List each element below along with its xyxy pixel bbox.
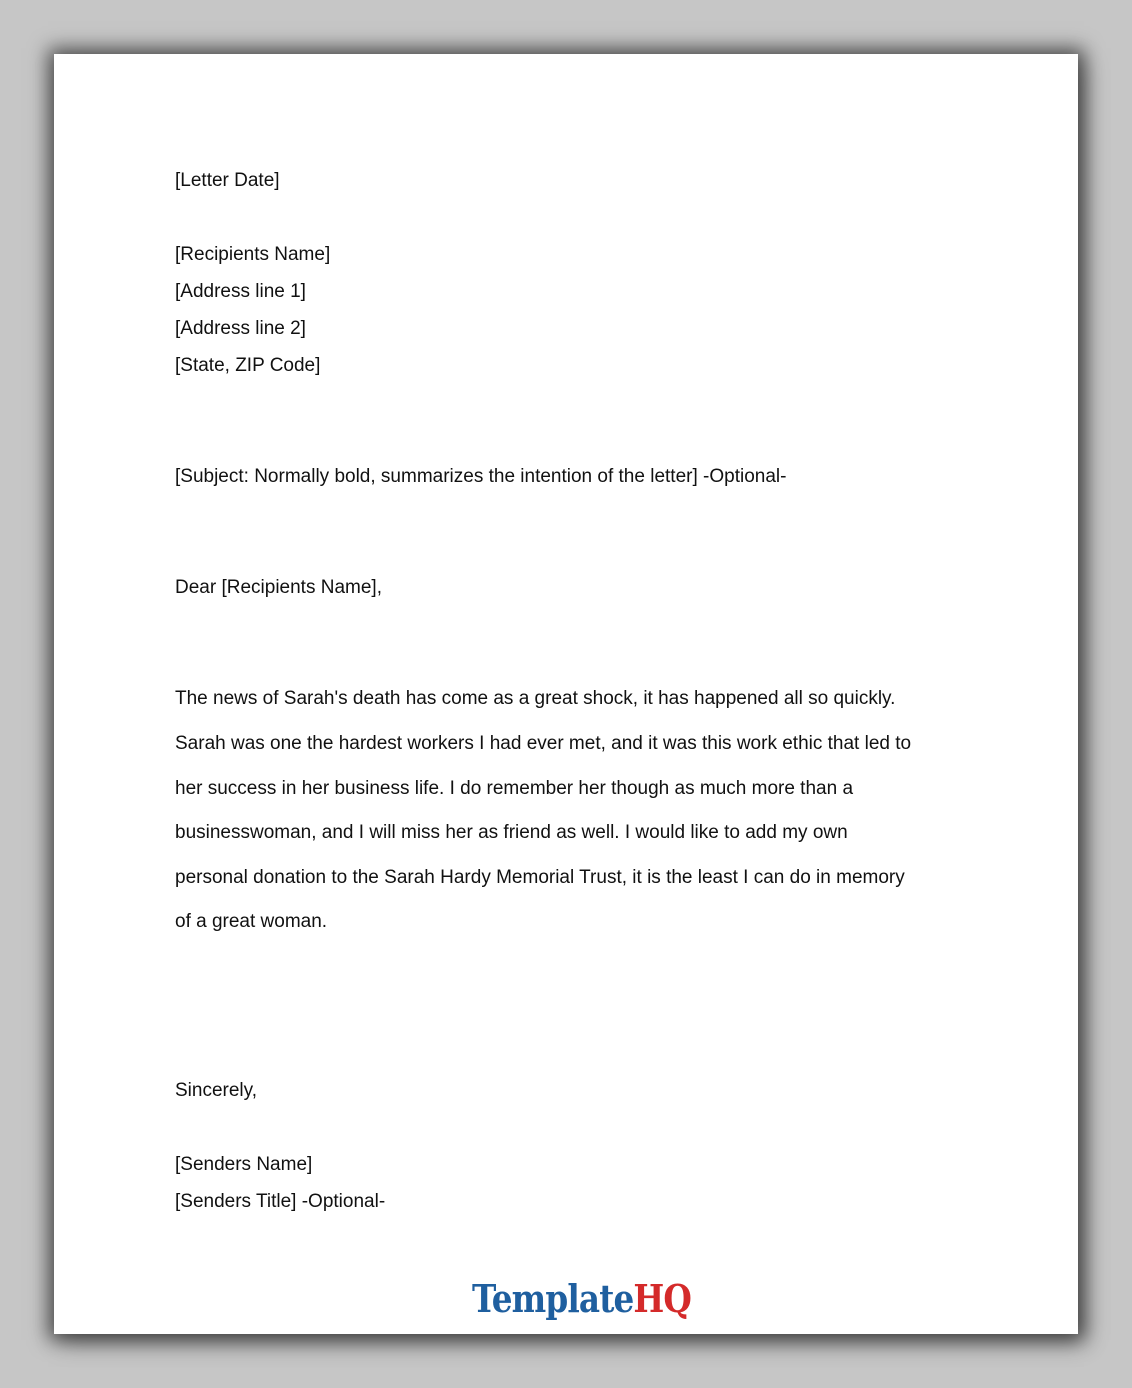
sender-name: [Senders Name] bbox=[175, 1154, 313, 1175]
body-line: of a great woman. bbox=[175, 911, 328, 932]
letter-date: [Letter Date] bbox=[175, 170, 280, 191]
body-line: her success in her business life. I do remember her though as much more than a bbox=[175, 778, 854, 799]
recipient-state-zip: [State, ZIP Code] bbox=[175, 355, 321, 376]
logo-text-hq: HQ bbox=[633, 1276, 692, 1321]
letter-salutation: Dear [Recipients Name], bbox=[175, 577, 382, 598]
letter-page bbox=[54, 54, 1078, 1334]
letter-closing: Sincerely, bbox=[175, 1080, 258, 1101]
body-line: The news of Sarah's death has come as a great shock, it has happened all so quickly. bbox=[175, 688, 896, 709]
recipient-name: [Recipients Name] bbox=[175, 244, 331, 265]
body-line: Sarah was one the hardest workers I had ever met, and it was this work ethic that led to bbox=[175, 733, 912, 754]
recipient-address-line-2: [Address line 2] bbox=[175, 318, 306, 339]
letter-subject: [Subject: Normally bold, summarizes the intention of the letter] -Optional- bbox=[175, 466, 787, 487]
recipient-address-line-1: [Address line 1] bbox=[175, 281, 306, 302]
sender-title: [Senders Title] -Optional- bbox=[175, 1191, 386, 1212]
body-line: personal donation to the Sarah Hardy Memorial Trust, it is the least I can do in memory bbox=[175, 867, 905, 888]
templatehq-logo bbox=[472, 1276, 691, 1322]
body-line: businesswoman, and I will miss her as friend as well. I would like to add my own bbox=[175, 822, 848, 843]
logo-text-template: Template bbox=[472, 1276, 634, 1321]
